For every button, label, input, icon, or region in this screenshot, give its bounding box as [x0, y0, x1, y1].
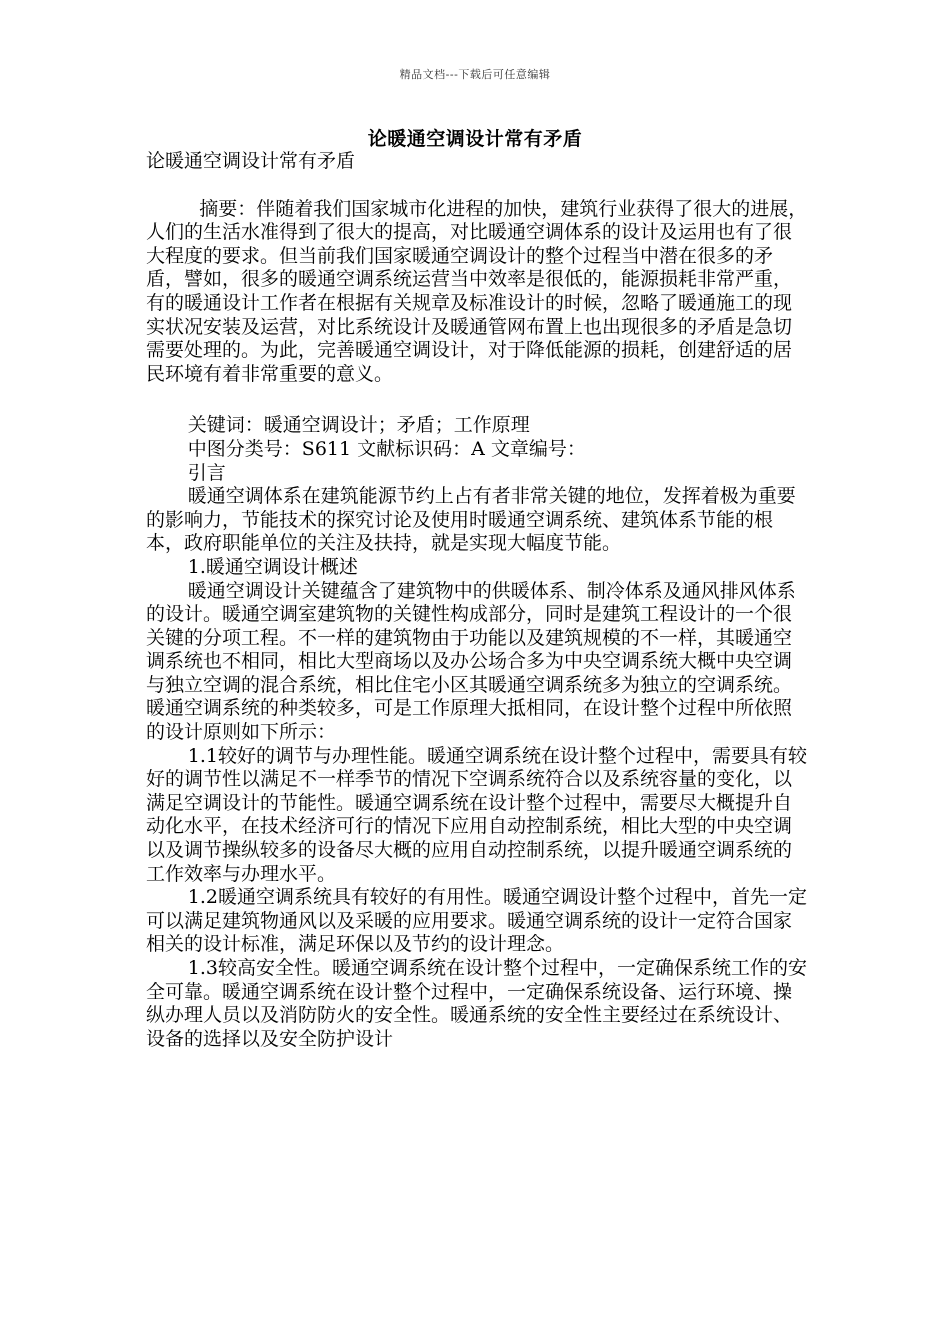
abstract-paragraph: 摘要：伴随着我们国家城市化进程的加快，建筑行业获得了很大的进展，人们的生活水准得到了很大的提高，对比暖通空调体系的设计及运用也有了很大程度的要求。但当前我们国家暖通空调设计的整个过程当中潜在很多的矛盾，譬如，很多的暖通空调系统运营当中效率是很低的，能源损耗非常严重，有的暖通设计工作者在根据有关规章及标准设计的时候，忽略了暖通施工的现实状况安装及运营，对比系统设计及暖通管网布置上也出现很多的矛盾是急切需要处理的。为此，完善暖通空调设计，对于降低能源的损耗，创建舒适的居民环境有着非常重要的意义。	[146, 197, 808, 385]
section-1-2-paragraph: 1.2暖通空调系统具有较好的有用性。暖通空调设计整个过程中，首先一定可以满足建筑物通风以及采暖的应用要求。暖通空调系统的设计一定符合国家相关的设计标准，满足环保以及节约的设计理念。	[146, 886, 808, 956]
intro-heading: 引言	[187, 461, 226, 484]
section-1-3-paragraph: 1.3较高安全性。暖通空调系统在设计整个过程中，一定确保系统工作的安全可靠。暖通空调系统在设计整个过程中，一定确保系统设备、运行环境、操纵办理人员以及消防防火的安全性。暖通系统的安全性主要经过在系统设计、设备的选择以及安全防护设计	[146, 957, 808, 1050]
page-header-note: 精品文档---下载后可任意编辑	[399, 68, 551, 81]
section-1-1-paragraph: 1.1较好的调节与办理性能。暖通空调系统在设计整个过程中，需要具有较好的调节性以满足不一样季节的情况下空调系统符合以及系统容量的变化，以满足空调设计的节能性。暖通空调系统在设计整个过程中，需要尽大概提升自动化水平，在技术经济可行的情况下应用自动控制系统，相比大型的中央空调以及调节操纵较多的设备尽大概的应用自动控制系统，以提升暖通空调系统的工作效率与办理水平。	[146, 744, 808, 885]
document-body	[146, 150, 810, 1051]
classification-line: 中图分类号：S611 文献标识码：A 文章编号：	[187, 437, 586, 460]
document-title: 论暖通空调设计常有矛盾	[367, 128, 583, 150]
section-1-paragraph: 暖通空调设计关键蕴含了建筑物中的供暖体系、制冷体系及通风排风体系的设计。暖通空调室建筑物的关键性构成部分，同时是建筑工程设计的一个很关键的分项工程。不一样的建筑物由于功能以及建筑规模的不一样，其暖通空调系统也不相同，相比大型商场以及办公场合多为中央空调系统大概中央空调与独立空调的混合系统，相比住宅小区其暖通空调系统多为独立的空调系统。暖通空调系统的种类较多，可是工作原理大抵相同，在设计整个过程中所依照的设计原则如下所示：	[146, 579, 796, 744]
section-1-heading: 1.暖通空调设计概述	[187, 555, 358, 578]
document-subtitle: 论暖通空调设计常有矛盾	[146, 150, 356, 172]
intro-paragraph: 暖通空调体系在建筑能源节约上占有者非常关键的地位，发挥着极为重要的影响力，节能技术的探究讨论及使用时暖通空调系统、建筑体系节能的根本，政府职能单位的关注及扶持，就是实现大幅度节能。	[146, 485, 796, 555]
keywords-line: 关键词：暖通空调设计；矛盾；工作原理	[187, 414, 530, 437]
